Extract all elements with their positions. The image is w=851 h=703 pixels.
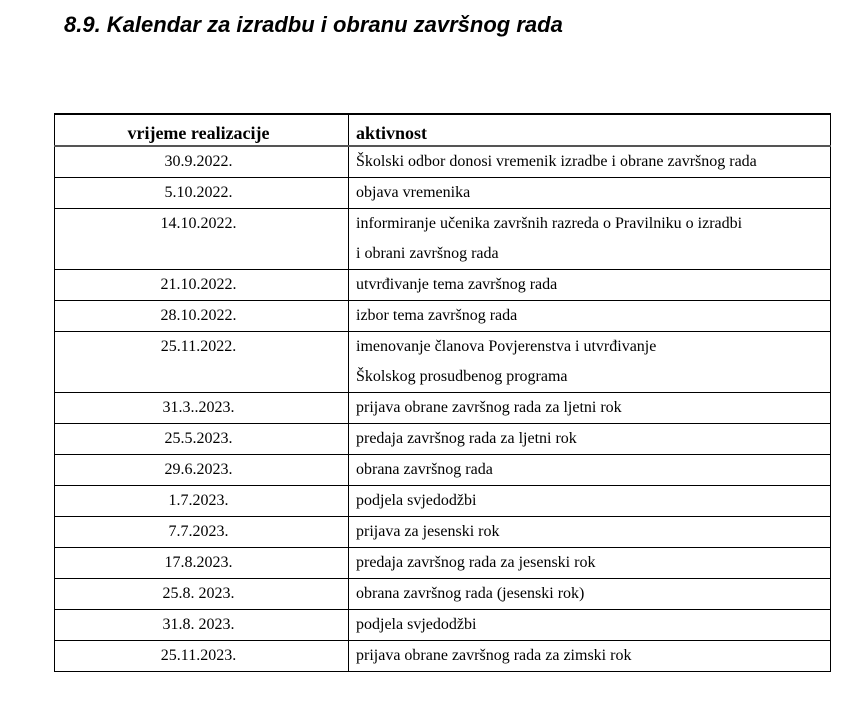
activity-text: obrana završnog rada (jesenski rok): [356, 585, 585, 602]
date-cell: 25.8. 2023.: [55, 579, 349, 610]
date-cell: 14.10.2022.: [55, 209, 349, 270]
table-row: [55, 548, 831, 579]
activity-cell: [349, 641, 831, 672]
column-header-date: vrijeme realizacije: [55, 114, 349, 146]
activity-text: podjela svjedodžbi: [356, 492, 477, 509]
page-title: 8.9. Kalendar za izradbu i obranu završnog rada: [64, 12, 563, 37]
date-cell: 28.10.2022.: [55, 301, 349, 332]
table-row: [55, 424, 831, 455]
activity-text: Školskog prosudbenog programa: [356, 368, 568, 385]
activity-cell: [349, 209, 831, 270]
table-row: [55, 270, 831, 301]
activity-text: objava vremenika: [356, 184, 471, 201]
table-row: [55, 579, 831, 610]
table-row: [55, 332, 831, 393]
table-header-row: [55, 114, 831, 146]
activity-cell: [349, 393, 831, 424]
date-cell: 29.6.2023.: [55, 455, 349, 486]
date-cell: 25.11.2022.: [55, 332, 349, 393]
activity-cell: [349, 301, 831, 332]
date-cell: 25.5.2023.: [55, 424, 349, 455]
table-row: [55, 455, 831, 486]
activity-cell: [349, 270, 831, 301]
table-row: [55, 301, 831, 332]
activity-text: prijava za jesenski rok: [356, 523, 500, 540]
column-header-activity: aktivnost: [349, 114, 831, 146]
table-row: [55, 209, 831, 270]
activity-cell: [349, 579, 831, 610]
activity-text: predaja završnog rada za jesenski rok: [356, 554, 596, 571]
date-cell: 30.9.2022.: [55, 146, 349, 178]
activity-cell: [349, 332, 831, 393]
calendar-table: [54, 113, 831, 672]
date-cell: 31.8. 2023.: [55, 610, 349, 641]
activity-text: prijava obrane završnog rada za ljetni rok: [356, 399, 622, 416]
date-cell: 21.10.2022.: [55, 270, 349, 301]
table-row: [55, 610, 831, 641]
date-cell: 5.10.2022.: [55, 178, 349, 209]
activity-cell: [349, 517, 831, 548]
activity-cell: [349, 610, 831, 641]
activity-text: prijava obrane završnog rada za zimski rok: [356, 647, 632, 664]
activity-text: predaja završnog rada za ljetni rok: [356, 430, 577, 447]
activity-text: podjela svjedodžbi: [356, 616, 477, 633]
date-cell: 31.3..2023.: [55, 393, 349, 424]
activity-cell: [349, 424, 831, 455]
date-cell: 25.11.2023.: [55, 641, 349, 672]
activity-text: i obrani završnog rada: [356, 245, 499, 262]
activity-text: izbor tema završnog rada: [356, 307, 518, 324]
table-row: [55, 517, 831, 548]
table-row: [55, 146, 831, 178]
activity-text: informiranje učenika završnih razreda o Pravilniku o izradbi: [356, 215, 743, 232]
activity-cell: [349, 548, 831, 579]
activity-cell: [349, 146, 831, 178]
activity-cell: [349, 178, 831, 209]
table-row: [55, 178, 831, 209]
table-row: [55, 641, 831, 672]
table-row: [55, 486, 831, 517]
activity-text: Školski odbor donosi vremenik izradbe i obrane završnog rada: [356, 153, 757, 170]
date-cell: 1.7.2023.: [55, 486, 349, 517]
activity-cell: [349, 455, 831, 486]
activity-text: utvrđivanje tema završnog rada: [356, 276, 558, 293]
activity-text: imenovanje članova Povjerenstva i utvrđivanje: [356, 338, 657, 355]
activity-cell: [349, 486, 831, 517]
date-cell: 17.8.2023.: [55, 548, 349, 579]
date-cell: 7.7.2023.: [55, 517, 349, 548]
activity-text: obrana završnog rada: [356, 461, 493, 478]
table-row: [55, 393, 831, 424]
